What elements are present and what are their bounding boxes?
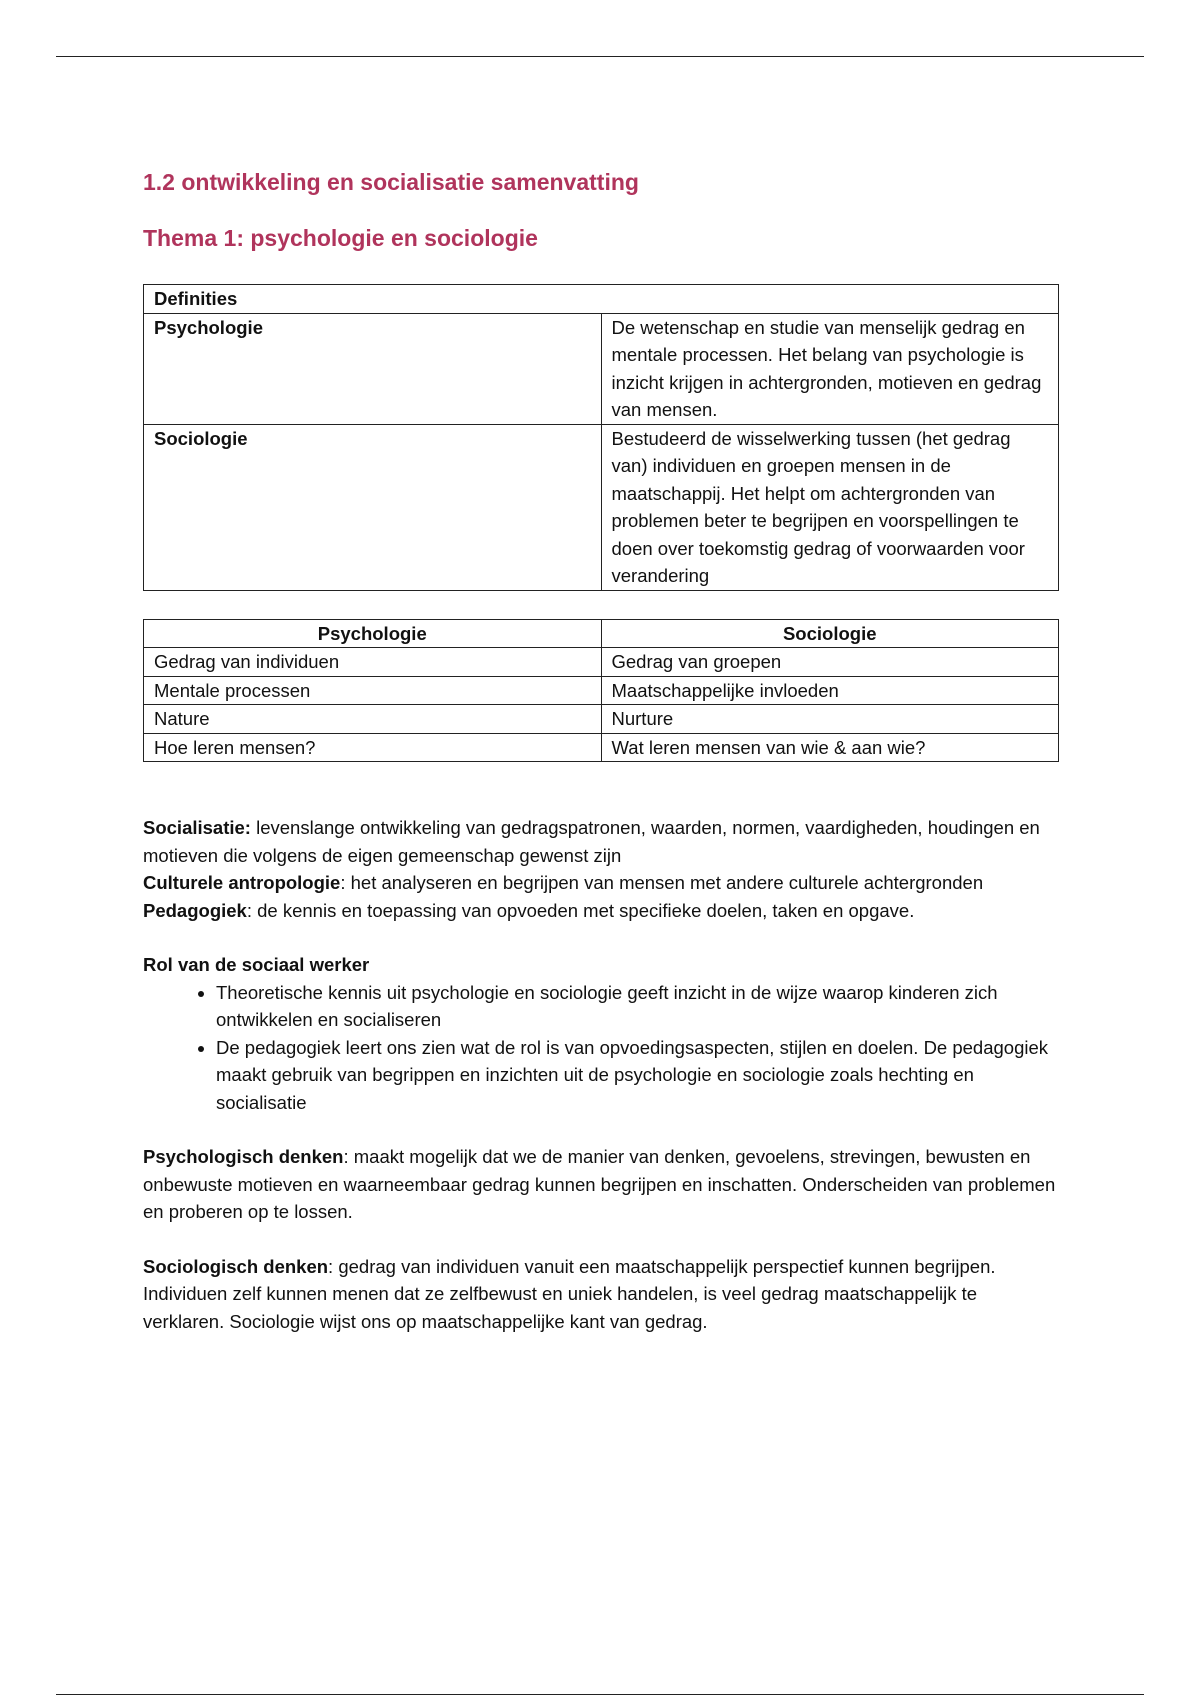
table-row	[144, 733, 1059, 762]
table-header-row	[144, 619, 1059, 648]
definitions-header: Definities	[144, 285, 1059, 314]
term-definitions	[143, 814, 1059, 924]
term-text: : het analyseren en begrijpen van mensen met andere culturele achtergronden	[340, 872, 984, 893]
table-cell: Mentale processen	[144, 676, 602, 705]
psych-thinking-paragraph	[143, 1143, 1059, 1226]
definition-term: Psychologie	[144, 313, 602, 424]
document-title: 1.2 ontwikkeling en socialisatie samenvatting	[143, 169, 639, 195]
term-paragraph	[143, 897, 1059, 925]
footer-rule	[56, 1694, 1144, 1695]
document-body	[143, 160, 1059, 1335]
list-item: • De pedagogiek leert ons zien wat de rol is van opvoedingsaspecten, stijlen en doelen. De pedagogiek maakt gebruik van begrippen en inzichten uit de psychologie en sociologie zoals hechting en socialisatie	[216, 1034, 1059, 1117]
definitions-table	[143, 284, 1059, 591]
definition-text: De wetenschap en studie van menselijk gedrag en mentale processen. Het belang van psychologie is inzicht krijgen in achtergronden, motieven en gedrag van mensen.	[601, 313, 1059, 424]
table-row	[144, 648, 1059, 677]
term-paragraph	[143, 869, 1059, 897]
term-label: Culturele antropologie	[143, 872, 341, 893]
table-cell: Nature	[144, 705, 602, 734]
table-row	[144, 705, 1059, 734]
column-header-sociologie: Sociologie	[601, 619, 1059, 648]
column-header-psychologie: Psychologie	[144, 619, 602, 648]
document-subtitle: Thema 1: psychologie en sociologie	[143, 225, 538, 251]
list-item: • Theoretische kennis uit psychologie en sociologie geeft inzicht in de wijze waarop kinderen zich ontwikkelen en socialiseren	[216, 979, 1059, 1034]
comparison-table	[143, 619, 1059, 763]
table-cell: Nurture	[601, 705, 1059, 734]
table-cell: Hoe leren mensen?	[144, 733, 602, 762]
table-row	[144, 424, 1059, 590]
table-cell: Gedrag van individuen	[144, 648, 602, 677]
term-label: Psychologisch denken	[143, 1146, 344, 1167]
term-paragraph	[143, 814, 1059, 869]
table-cell: Wat leren mensen van wie & aan wie?	[601, 733, 1059, 762]
term-label: Socialisatie:	[143, 817, 251, 838]
header-rule	[56, 56, 1144, 57]
term-text: : gedrag van individuen vanuit een maatschappelijk perspectief kunnen begrijpen. Individuen zelf kunnen menen dat ze zelfbewust en uniek handelen, is veel gedrag maatschappelijk te verklaren. Sociologie wijst ons op maatschappelijke kant van gedrag.	[143, 1255, 996, 1332]
term-text: : maakt mogelijk dat we de manier van denken, gevoelens, strevingen, bewusten en onbewuste motieven en waarneembaar gedrag kunnen begrijpen en inschatten. Onderscheiden van problemen en proberen op te lossen.	[143, 1146, 1056, 1222]
role-heading: Rol van de sociaal werker	[143, 954, 370, 975]
role-list	[143, 979, 1059, 1117]
table-row	[144, 313, 1059, 424]
term-label: Sociologisch denken	[143, 1255, 329, 1277]
table-cell: Gedrag van groepen	[601, 648, 1059, 677]
table-cell: Maatschappelijke invloeden	[601, 676, 1059, 705]
definition-term: Sociologie	[144, 424, 602, 590]
term-label: Pedagogiek	[143, 899, 247, 921]
term-text: : de kennis en toepassing van opvoeden met specifieke doelen, taken en opgave.	[246, 899, 915, 921]
term-text: levenslange ontwikkeling van gedragspatronen, waarden, normen, vaardigheden, houdingen en motieven die volgens de eigen gemeenschap gewenst zijn	[143, 817, 1040, 866]
table-row	[144, 285, 1059, 314]
definition-text: Bestudeerd de wisselwerking tussen (het gedrag van) individuen en groepen mensen in de maatschappij. Het helpt om achtergronden van problemen beter te begrijpen en voorspellingen te doen over toekomstig gedrag of voorwaarden voor verandering	[601, 424, 1059, 590]
table-row	[144, 676, 1059, 705]
soc-thinking-paragraph	[143, 1253, 1059, 1336]
role-section	[143, 951, 1059, 1116]
